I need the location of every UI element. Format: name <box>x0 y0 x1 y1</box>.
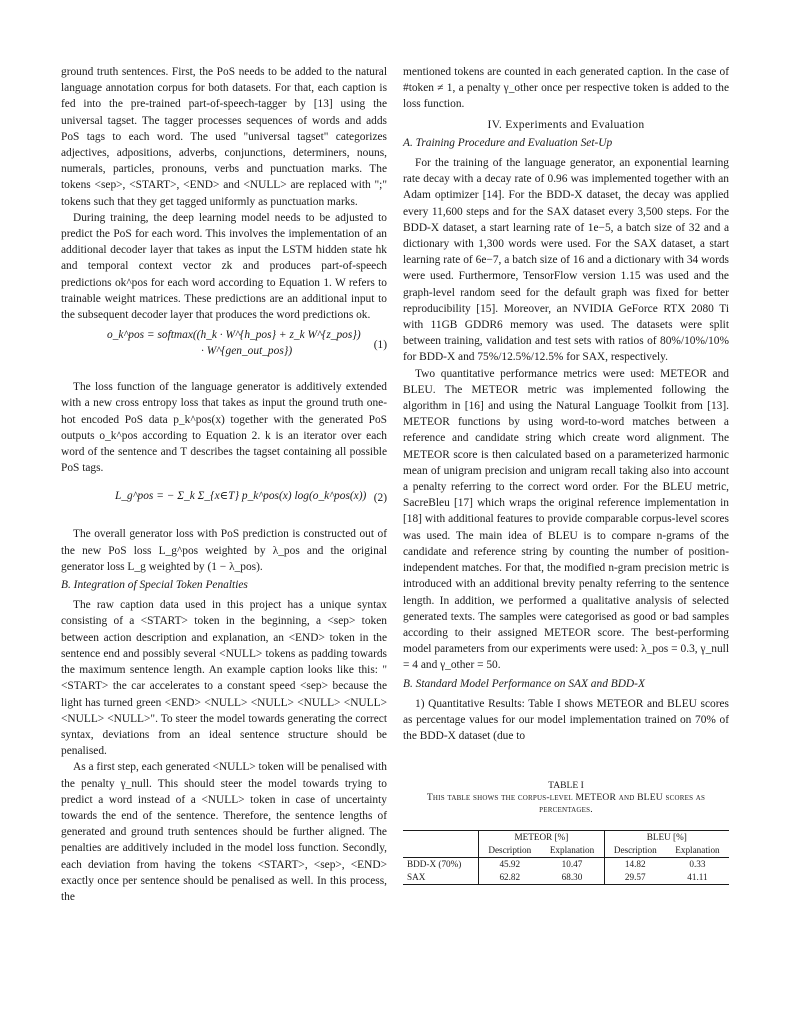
table-row-label: SAX <box>403 871 479 885</box>
equation-2-number: (2) <box>373 492 387 505</box>
table-subheader: Explanation <box>540 844 604 858</box>
subsection-a-title: A. Training Procedure and Evaluation Set-Up <box>403 136 613 149</box>
left-column <box>61 64 387 905</box>
table-cell: 29.57 <box>624 872 646 883</box>
table-caption <box>403 780 729 816</box>
table-group-bleu: BLEU [%] <box>646 832 687 843</box>
paragraph-training-setup: For the training of the language generator, an exponential learning rate decay with a decay rate of 0.96 was implemented together with an Adam optimizer [14]. For the BDD-X dataset, the decay was applied every 11,600 steps and for the SAX dataset every 3,500 steps. For the BDD-X dataset, a start learning rate of 1e−5, a batch size of 32 and a dictionary with 1,300 words were used. For the SAX dataset, a start learning rate of 6e−7, a batch size of 16 and a dictionary with 34 words were used. Furthermore, TensorFlow version 1.15 was used and the graph-level random seed for the default graph was fixed for better reproducibility [15]. Moreover, an NVIDIA GeForce RTX 2080 Ti with 11GB GDDR6 memory was used. The datasets were split between training, validation and test sets with ratios of 80%/10%/10% for BDD-X and 75%/12.5%/12.5% for SAX, respectively. <box>403 157 729 364</box>
table-title: TABLE I <box>548 780 584 792</box>
equation-1-line1: o_k^pos = softmax((h_k · W^{h_pos} + z_k W^{z_pos}) <box>107 329 361 342</box>
equation-1-number: (1) <box>373 339 387 352</box>
equation-2-body: L_g^pos = − Σ_k Σ_{x∈T} p_k^pos(x) log(o_k^pos(x)) <box>115 490 367 503</box>
equation-1 <box>61 327 387 373</box>
table-subheader: Explanation <box>675 845 720 856</box>
paragraph-overall-loss: The overall generator loss with PoS prediction is constructed out of the new PoS loss L_g^pos weighted by λ_pos and the original generator loss L_g weighted by (1 − λ_pos). <box>61 528 387 573</box>
equation-2 <box>61 480 387 520</box>
paragraph-token-count: mentioned tokens are counted in each generated caption. In the case of #token ≠ 1, a penalty γ_other once per respective token is added to the loss function. <box>403 66 729 111</box>
table-cell: 45.92 <box>499 859 521 870</box>
table-cell: 0.33 <box>689 859 706 870</box>
subsection-b-title: B. Standard Model Performance on SAX and BDD-X <box>403 677 645 690</box>
table-corner-2 <box>403 844 479 858</box>
section-iv-title: IV. Experiments and Evaluation <box>487 117 645 131</box>
table-row-label: BDD-X (70%) <box>403 858 479 872</box>
paragraph-loss: The loss function of the language generator is additively extended with a new cross entropy loss that takes as input the ground truth one-hot encoded PoS data p_k^pos(x) together with the generated PoS outputs o_k^pos according to Equation 2. k is an iterator over each word of the sentence and T describes the tagset containing all possible PoS tags. <box>61 381 387 475</box>
right-column <box>403 64 729 885</box>
paragraph-training: During training, the deep learning model needs to be adjusted to predict the PoS for each word. This involves the implementation of an additional decoder layer that takes as input the LSTM hidden state hk and temporal context vector zk and produces part-of-speech predictions ok^pos for each word according to Equation 1. W refers to trainable weight matrices. These predictions are an additional input to the subsequent decoder layer that produces the word predictions ok. <box>61 211 387 322</box>
table-subheader: Description <box>488 845 532 856</box>
table-group-meteor: METEOR [%] <box>479 831 604 845</box>
table-caption-text: This table shows the corpus-level METEOR and BLEU scores as percentages. <box>426 792 706 816</box>
paragraph-quantitative: 1) Quantitative Results: Table I shows METEOR and BLEU scores as percentage values for our model implementation trained on 70% of the BDD-X dataset (due to <box>403 697 729 743</box>
paragraph-metrics: Two quantitative performance metrics were used: METEOR and BLEU. The METEOR metric was implemented following the algorithm in [16] and using the Natural Language Toolkit from [13]. METEOR functions by using word-to-word matches between a reference and candidate string which create word alignment. The METEOR score is then calculated based on a parameterized harmonic mean of unigram precision and unigram recall taking also into account a penalty referring to the correct word order. For the BLEU metric, SacreBleu [17] which wraps the original reference implementation in [18] with additional features to provide comparable corpus-level scores was used. The main idea of BLEU is to compare n-grams of the candidate and reference string by counting the number of position-independent matches. For that, the modified n-gram precision metric is introduced with an additional brevity penalty referring to the sentence length. In addition, we performed a qualitative analysis of selected generated texts. The samples were categorised as good or bad samples according to their assigned METEOR score. The best-performing model parameters from our experiments were used: λ_pos = 0.3, γ_null = 4 and γ_other = 50. <box>403 367 729 672</box>
table-cell: 10.47 <box>540 858 604 872</box>
table-subheader: Description <box>613 845 657 856</box>
table-row <box>403 858 729 872</box>
table-cell: 62.82 <box>499 872 521 883</box>
results-table <box>403 830 729 885</box>
paragraph-tagset: ground truth sentences. First, the PoS needs to be added to the natural language annotation corpus for both datasets. For that, each caption is fed into the pre-trained part-of-speech-tagger by [13] using the universal tagset. The tagger processes sequences of words and adds PoS tags to each word. The used "universal tagset" categorizes adjectives, adpositions, adverbs, conjunctions, determiners, nouns, numerals, particles, pronouns, verbs and punctuation marks. The tokens <sep>, <START>, <END> and <NULL> are replaced with ";" tokens such that they get tagged uniformly as punctuation marks. <box>61 66 387 208</box>
table-cell: 14.82 <box>624 859 646 870</box>
paragraph-penalties: As a first step, each generated <NULL> token will be penalised with the penalty γ_null. This should steer the model towards trying to predict a word instead of a <NULL> token in case of uncertainty towards the end of the sentence. Therefore, the sentence lengths of generated and ground truth sentences should be further aligned. The penalties are additively included in the model loss function. Secondly, each deviation from having the tokens <START>, <sep>, <END> exactly once per sentence should be penalised as well. In this process, the <box>61 761 387 903</box>
subsection-b-title: B. Integration of Special Token Penalties <box>61 579 248 592</box>
table-row <box>403 871 729 885</box>
equation-1-line2: · W^{gen_out_pos}) <box>201 345 293 358</box>
table-cell: 68.30 <box>540 871 604 885</box>
table-cell: 41.11 <box>687 872 708 883</box>
paragraph-raw-caption: The raw caption data used in this project has a unique syntax consisting of a <START> token in the beginning, a <sep> token between action description and explanation, an <END> token in the sentence end and possibly several <NULL> tokens as padding towards the maximum sentence length. An example caption looks like this: "<START> the car accelerates to a constant speed <sep> because the light has turned green <END> <NULL> <NULL> <NULL> <NULL> <NULL> <NULL>". To steer the model towards generating the correct syntax, deviations from an ideal sentence structure should be penalised. <box>61 599 387 758</box>
table-corner <box>403 831 479 845</box>
